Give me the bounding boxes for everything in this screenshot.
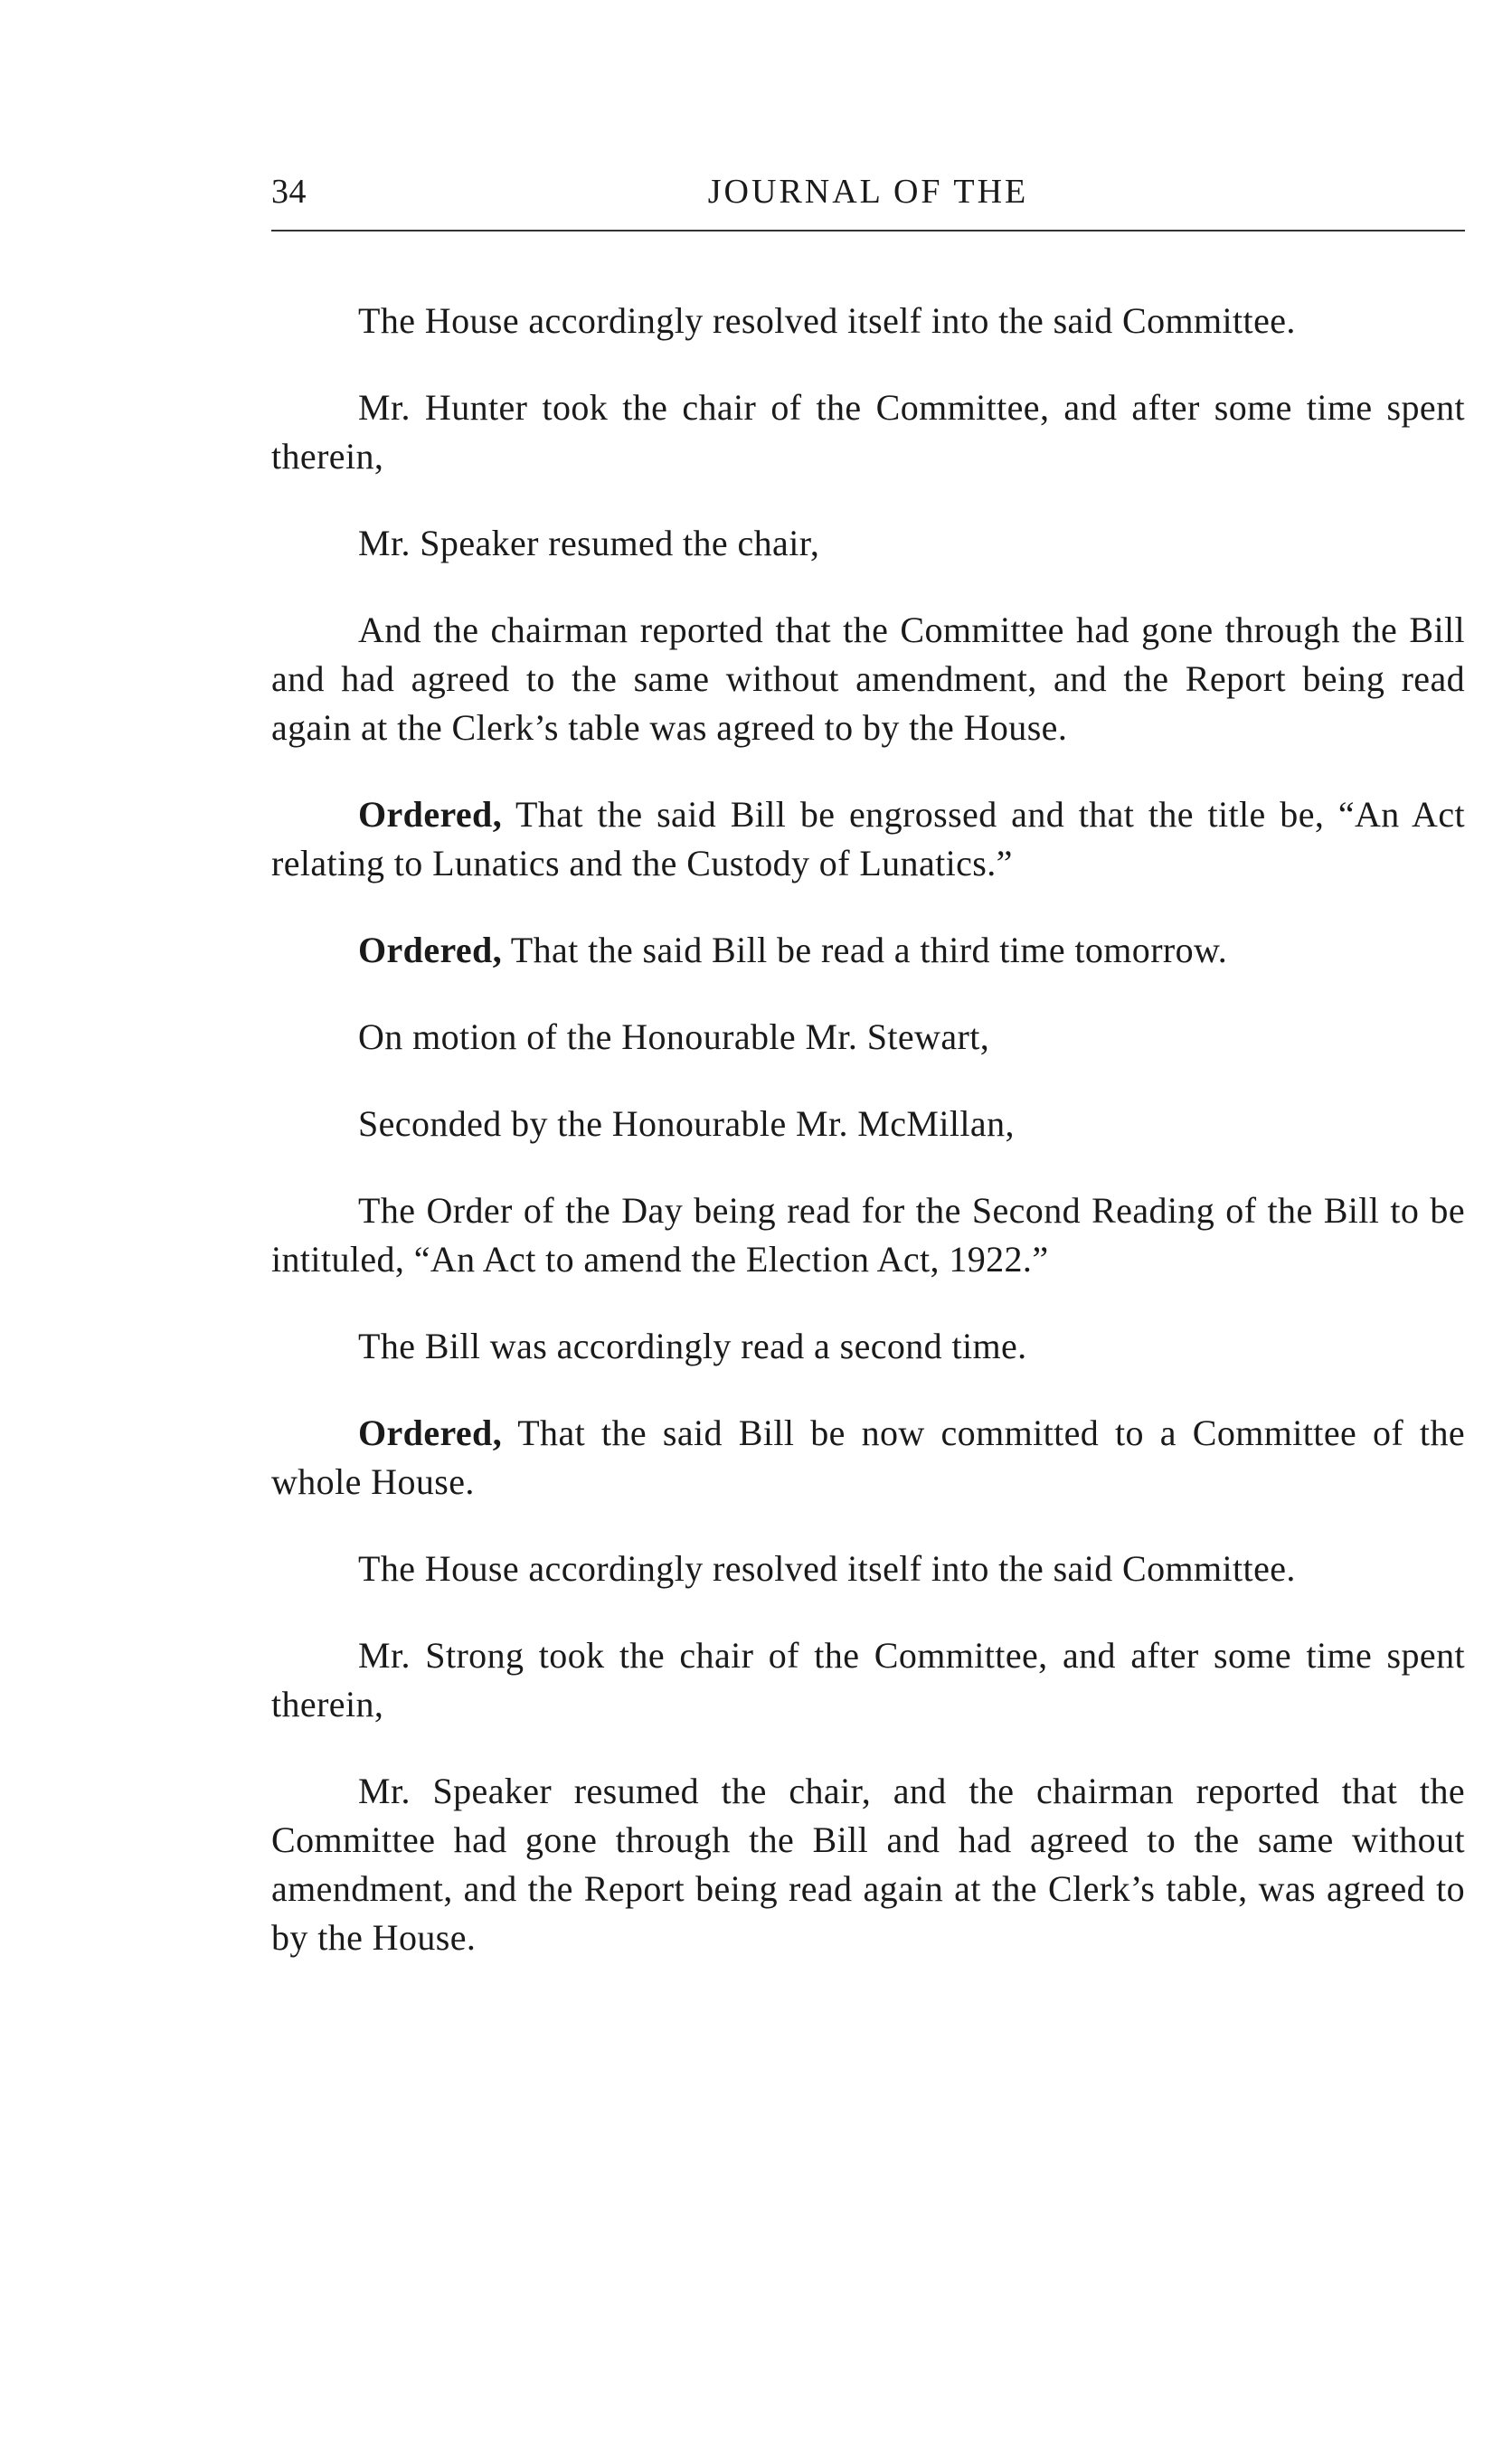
paragraph-chairman-report — [271, 606, 1465, 752]
paragraph-text: That the said Bill be engrossed and that the title be, “An Act relating to Lunatics and the Custody of Lunatics.” — [271, 794, 1465, 883]
page-header — [271, 172, 1465, 226]
paragraph-speaker-report — [271, 1767, 1465, 1962]
paragraph-text: The Order of the Day being read for the Second Reading of the Bill to be intituled, “An Act to amend the Election Act, 1922.” — [271, 1190, 1465, 1280]
paragraph-text: Mr. Speaker resumed the chair, and the chairman reported that the Committee had gone through the Bill and had agreed to the same without amendment, and the Report being read again at the Clerk’s table, was agreed to by the House. — [271, 1771, 1465, 1958]
paragraph-lead: Ordered, — [358, 930, 503, 970]
paragraph-text: That the said Bill be now committed to a Committee of the whole House. — [271, 1412, 1465, 1502]
paragraph-read-second-time — [271, 1322, 1465, 1371]
paragraph-hunter-chair — [271, 383, 1465, 481]
paragraph-ordered-engrossed — [271, 790, 1465, 888]
paragraph-order-second-reading — [271, 1186, 1465, 1284]
paragraph-motion-stewart — [271, 1013, 1465, 1062]
journal-page — [271, 172, 1465, 1958]
paragraph-text: On motion of the Honourable Mr. Stewart, — [358, 1016, 990, 1057]
header-rule — [271, 230, 1465, 231]
paragraph-strong-chair — [271, 1631, 1465, 1729]
page-number: 34 — [271, 173, 307, 211]
paragraph-text: The House accordingly resolved itself into the said Committee. — [358, 1548, 1296, 1589]
paragraph-text: The House accordingly resolved itself into the said Committee. — [358, 300, 1296, 341]
paragraph-text: Mr. Strong took the chair of the Committee, and after some time spent therein, — [271, 1635, 1465, 1724]
paragraph-seconded-mcmillan — [271, 1100, 1465, 1148]
paragraph-text: That the said Bill be read a third time tomorrow. — [502, 930, 1228, 970]
paragraph-lead: Ordered, — [358, 1412, 503, 1453]
paragraph-lead: Ordered, — [358, 794, 503, 835]
paragraph-text: And the chairman reported that the Committee had gone through the Bill and had agreed to the same without amendment, and the Report being read again at the Clerk’s table was agreed to by the House. — [271, 609, 1465, 748]
paragraph-text: Mr. Speaker resumed the chair, — [358, 523, 820, 563]
paragraph-committee-resolve-2 — [271, 1545, 1465, 1593]
paragraph-text: The Bill was accordingly read a second time. — [358, 1326, 1027, 1366]
paragraph-ordered-committed — [271, 1409, 1465, 1507]
paragraph-text: Mr. Hunter took the chair of the Committee, and after some time spent therein, — [271, 387, 1465, 477]
paragraph-text: Seconded by the Honourable Mr. McMillan, — [358, 1103, 1015, 1144]
paragraph-committee-resolve — [271, 297, 1465, 345]
paragraph-ordered-third-reading — [271, 926, 1465, 975]
journal-body — [271, 297, 1465, 2000]
running-title: JOURNAL OF THE — [707, 173, 1029, 211]
paragraph-speaker-resumed — [271, 519, 1465, 568]
